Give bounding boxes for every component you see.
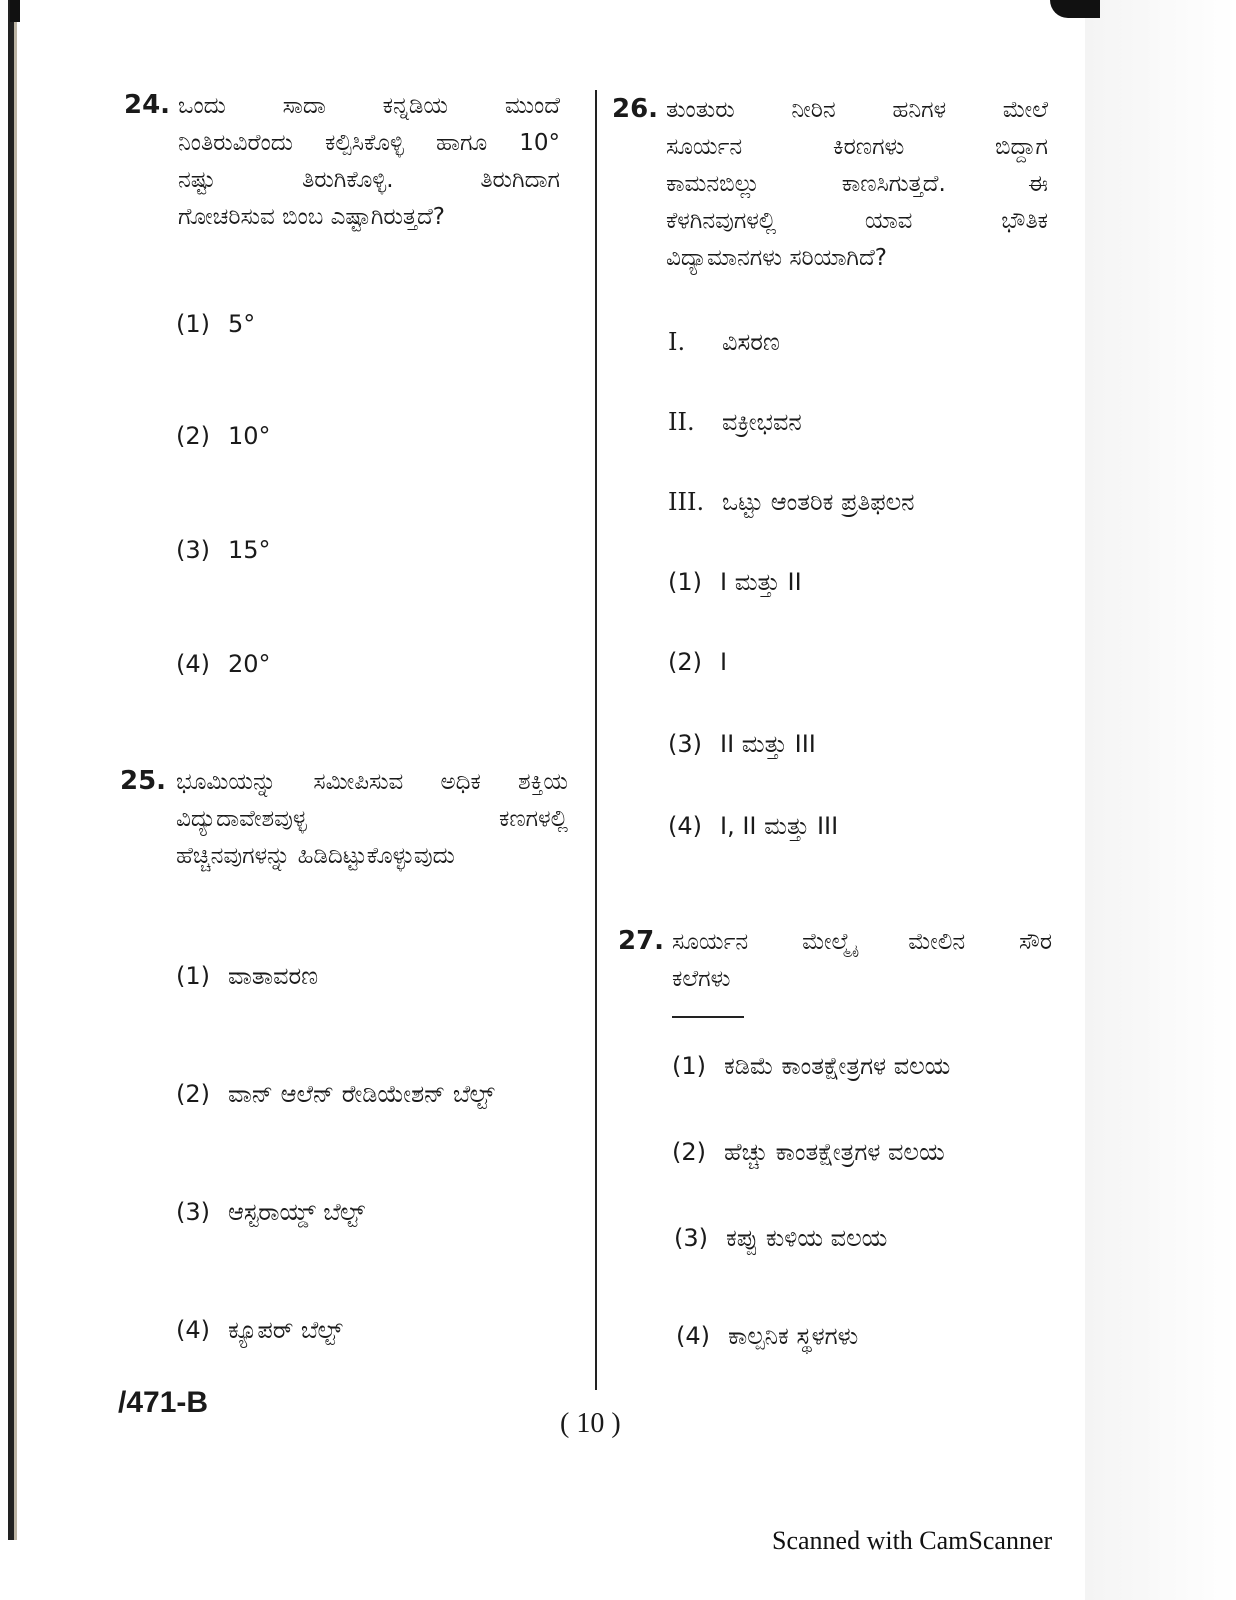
question-number: 25. [120,766,167,796]
option-1[interactable] [668,568,802,596]
question-text [666,92,1048,277]
option-number: (4) [676,1322,710,1350]
option-2[interactable] [668,648,727,676]
option-3[interactable] [668,730,816,758]
question-number: 24. [124,90,171,120]
scan-edge-left-tint [14,0,17,1540]
question-line: ವಿದ್ಯುದಾವೇಶವುಳ್ಳ ಕಣಗಳಲ್ಲಿ [176,806,568,832]
option-number: (3) [176,1198,210,1226]
question-line: ಕಲೆಗಳು [672,966,731,992]
question-line: ವಿದ್ಯಾಮಾನಗಳು ಸರಿಯಾಗಿದೆ? [666,245,887,271]
statement-3 [668,488,915,516]
scan-shadow [1085,0,1236,1600]
option-text: ವಾನ್ ಆಲೆನ್ ರೇಡಿಯೇಶನ್ ಬೆಲ್ಟ್ [228,1080,495,1108]
scan-corner-left [10,0,20,22]
option-number: (1) [668,568,702,596]
option-4[interactable] [676,1322,858,1350]
statement-text: ಒಟ್ಟು ಆಂತರಿಕ ಪ್ರತಿಫಲನ [722,488,915,516]
option-number: (2) [176,422,210,450]
paper-code: /471-B [118,1386,209,1419]
question-line: ಭೂಮಿಯನ್ನು ಸಮೀಪಿಸುವ ಅಧಿಕ ಶಕ್ತಿಯ [176,769,568,795]
option-text: 10° [228,422,271,450]
option-number: (4) [176,650,210,678]
option-2[interactable] [176,422,271,450]
question-text [672,924,1052,1018]
option-3[interactable] [176,536,271,564]
column-divider [595,90,597,1390]
question-line: ನಿಂತಿರುವಿರೆಂದು ಕಲ್ಪಿಸಿಕೊಳ್ಳಿ ಹಾಗೂ 10° [178,130,560,156]
option-1[interactable] [176,962,318,990]
option-4[interactable] [176,650,271,678]
option-text: 20° [228,650,271,678]
option-text: I ಮತ್ತು II [720,568,802,596]
question-line: ನಷ್ಟು ತಿರುಗಿಕೊಳ್ಳಿ. ತಿರುಗಿದಾಗ [178,167,560,193]
page-number: ( 10 ) [560,1408,621,1439]
option-number: (3) [668,730,702,758]
answer-blank [672,998,744,1018]
option-text: I, II ಮತ್ತು III [720,812,839,840]
question-number: 26. [612,94,659,124]
question-text [176,764,568,875]
option-number: (3) [674,1224,708,1252]
option-number: (1) [672,1052,706,1080]
option-4[interactable] [176,1316,343,1344]
option-1[interactable] [176,310,255,338]
option-number: (2) [672,1138,706,1166]
question-number: 27. [618,926,665,956]
option-text: I [720,648,728,676]
option-text: ಕಪ್ಪು ಕುಳಿಯ ವಲಯ [726,1224,888,1252]
option-text: ಆಸ್ಟರಾಯ್ಡ್ ಬೆಲ್ಟ್ [228,1198,365,1226]
option-number: (4) [668,812,702,840]
option-number: (1) [176,310,210,338]
option-2[interactable] [176,1080,495,1108]
statement-text: ವಿಸರಣ [722,328,780,356]
option-3[interactable] [674,1224,887,1252]
option-number: (1) [176,962,210,990]
question-line: ಒಂದು ಸಾದಾ ಕನ್ನಡಿಯ ಮುಂದೆ [178,93,560,119]
statement-text: ವಕ್ರೀಭವನ [722,408,802,436]
option-number: (2) [668,648,702,676]
question-line: ಕೆಳಗಿನವುಗಳಲ್ಲಿ ಯಾವ ಭೌತಿಕ [666,208,1048,234]
option-number: (4) [176,1316,210,1344]
statement-number: II. [668,408,695,436]
question-line: ಸೂರ್ಯನ ಕಿರಣಗಳು ಬಿದ್ದಾಗ [666,134,1048,160]
scanner-watermark: Scanned with CamScanner [772,1526,1053,1555]
option-number: (2) [176,1080,210,1108]
question-text [178,88,560,236]
option-text: 15° [228,536,271,564]
question-line: ಕಾಮನಬಿಲ್ಲು ಕಾಣಸಿಗುತ್ತದೆ. ಈ [666,171,1048,197]
option-text: ವಾತಾವರಣ [228,962,319,990]
option-2[interactable] [672,1138,945,1166]
option-4[interactable] [668,812,838,840]
option-text: 5° [228,310,256,338]
option-text: ಕ್ಯೂಪರ್ ಬೆಲ್ಟ್ [228,1316,343,1344]
question-line-with-blank [672,961,1052,1018]
question-line: ಹೆಚ್ಚಿನವುಗಳನ್ನು ಹಿಡಿದಿಟ್ಟುಕೊಳ್ಳುವುದು [176,843,455,869]
question-line: ಗೋಚರಿಸುವ ಬಿಂಬ ಎಷ್ಟಾಗಿರುತ್ತದೆ? [178,204,446,230]
option-text: ಕಾಲ್ಪನಿಕ ಸ್ಥಳಗಳು [728,1322,859,1350]
option-1[interactable] [672,1052,950,1080]
statement-number: III. [668,488,705,516]
scan-corner-right [1050,0,1100,18]
statement-2 [668,408,802,436]
question-line: ತುಂತುರು ನೀರಿನ ಹನಿಗಳ ಮೇಲೆ [666,97,1048,123]
option-text: II ಮತ್ತು III [720,730,816,758]
option-text: ಹೆಚ್ಚು ಕಾಂತಕ್ಷೇತ್ರಗಳ ವಲಯ [724,1138,945,1166]
option-text: ಕಡಿಮೆ ಕಾಂತಕ್ಷೇತ್ರಗಳ ವಲಯ [724,1052,951,1080]
statement-number: I. [668,328,686,356]
statement-1 [668,328,780,356]
question-line: ಸೂರ್ಯನ ಮೇಲ್ಮೈ ಮೇಲಿನ ಸೌರ [672,929,1052,955]
option-number: (3) [176,536,210,564]
option-3[interactable] [176,1198,365,1226]
